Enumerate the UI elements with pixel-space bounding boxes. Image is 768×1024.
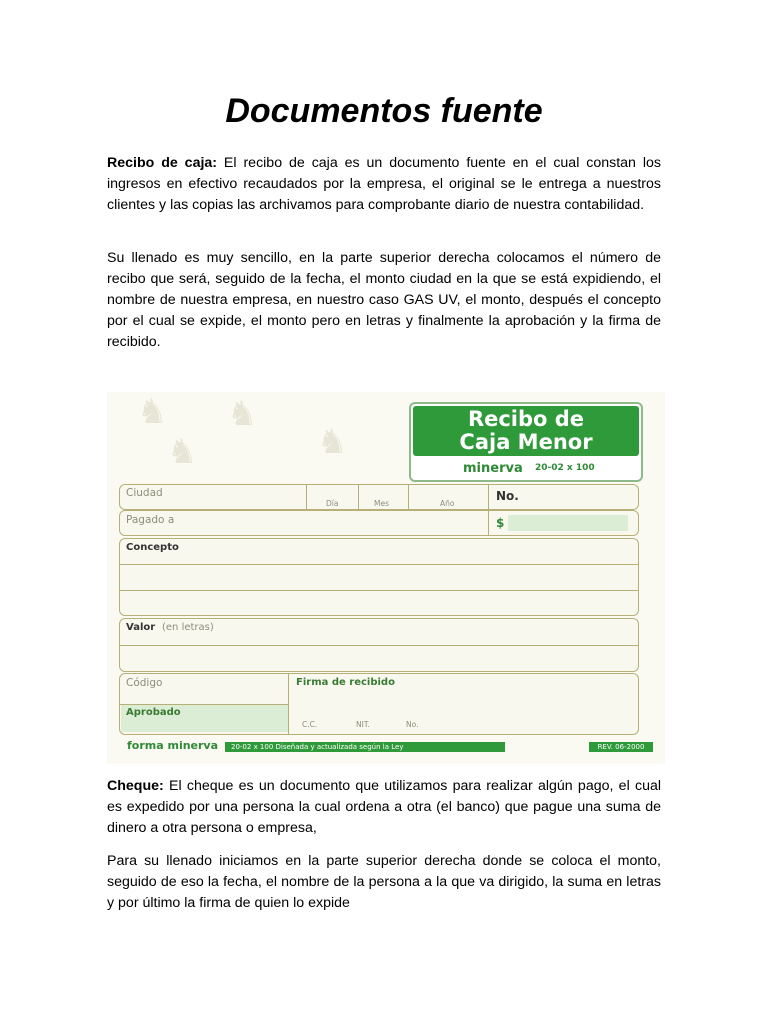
row-pagado (119, 510, 639, 536)
row-ciudad (119, 484, 639, 510)
pagado-label: Pagado a (126, 514, 175, 526)
dia-label: Día (326, 499, 339, 508)
dollar-label: $ (496, 516, 505, 530)
recibo-term: Recibo de caja: (107, 155, 218, 171)
receipt-footer (127, 738, 647, 756)
watermark-icon: ♞ (167, 432, 198, 472)
footer-brand: forma minerva (127, 739, 219, 752)
row-firmas (119, 673, 639, 735)
header-line-2: Caja Menor (459, 430, 593, 454)
watermark-icon: ♞ (227, 394, 258, 434)
form-code: 20-02 x 100 (535, 463, 595, 473)
cheque-definition: El cheque es un documento que utilizamos para realizar algún pago, el cual es expedido por una persona la cual ordena a otra (el banco) que pague una suma de dinero a otra persona o empresa, (107, 778, 661, 836)
watermark-icon: ♞ (137, 392, 168, 432)
nit-label: NIT. (356, 720, 370, 729)
aprobado-label: Aprobado (126, 707, 181, 718)
watermark-icon: ♞ (317, 422, 348, 462)
row-valor (119, 618, 639, 672)
cc-label: C.C. (302, 720, 318, 729)
receipt-form-image (107, 392, 665, 764)
paragraph-llenado-recibo: Su llenado es muy sencillo, en la parte superior derecha colocamos el número de recibo que será, seguido de la fecha, el monto ciudad en la que se está expidiendo, el nombre de nuestra empresa, en nuestro caso GAS UV, el monto, después el concepto por el cual se expide, el monto pero en letras y finalmente la aprobación y la firma de recibido. (107, 250, 661, 350)
paragraph-llenado-cheque: Para su llenado iniciamos en la parte superior derecha donde se coloca el monto, seguido de eso la fecha, el nombre de la persona a la que va dirigido, la suma en letras y por último la firma de quien lo expide (107, 853, 661, 911)
receipt-header (409, 402, 643, 482)
receipt-header-title (413, 406, 639, 456)
footer-text: 20-02 x 100 Diseñada y actualizada según la Ley (225, 742, 505, 752)
concepto-label: Concepto (126, 542, 179, 553)
firma-label: Firma de recibido (296, 677, 395, 688)
paragraph-recibo (107, 153, 661, 216)
brand-logo: minerva (463, 461, 523, 476)
ciudad-label: Ciudad (126, 487, 163, 499)
codigo-label: Código (126, 677, 163, 689)
mes-label: Mes (374, 499, 389, 508)
numero-label: No. (496, 489, 519, 503)
valor-label: Valor (126, 622, 156, 633)
row-concepto (119, 538, 639, 616)
cheque-term: Cheque: (107, 778, 164, 794)
header-line-1: Recibo de (467, 407, 585, 431)
paragraph-cheque (107, 776, 661, 839)
valor-sub-label: (en letras) (162, 622, 214, 633)
legal-side-text (647, 492, 661, 732)
no-small-label: No. (406, 720, 419, 729)
page-title: Documentos fuente (225, 92, 543, 130)
anio-label: Año (440, 499, 455, 508)
recibo-definition: El recibo de caja es un documento fuente en el cual constan los ingresos en efectivo recaudados por la empresa, el original se le entrega a nuestros clientes y las copias las archivamos para comprobante diario de nuestra contabilidad. (107, 155, 661, 213)
footer-rev: REV. 06-2000 (589, 742, 653, 752)
